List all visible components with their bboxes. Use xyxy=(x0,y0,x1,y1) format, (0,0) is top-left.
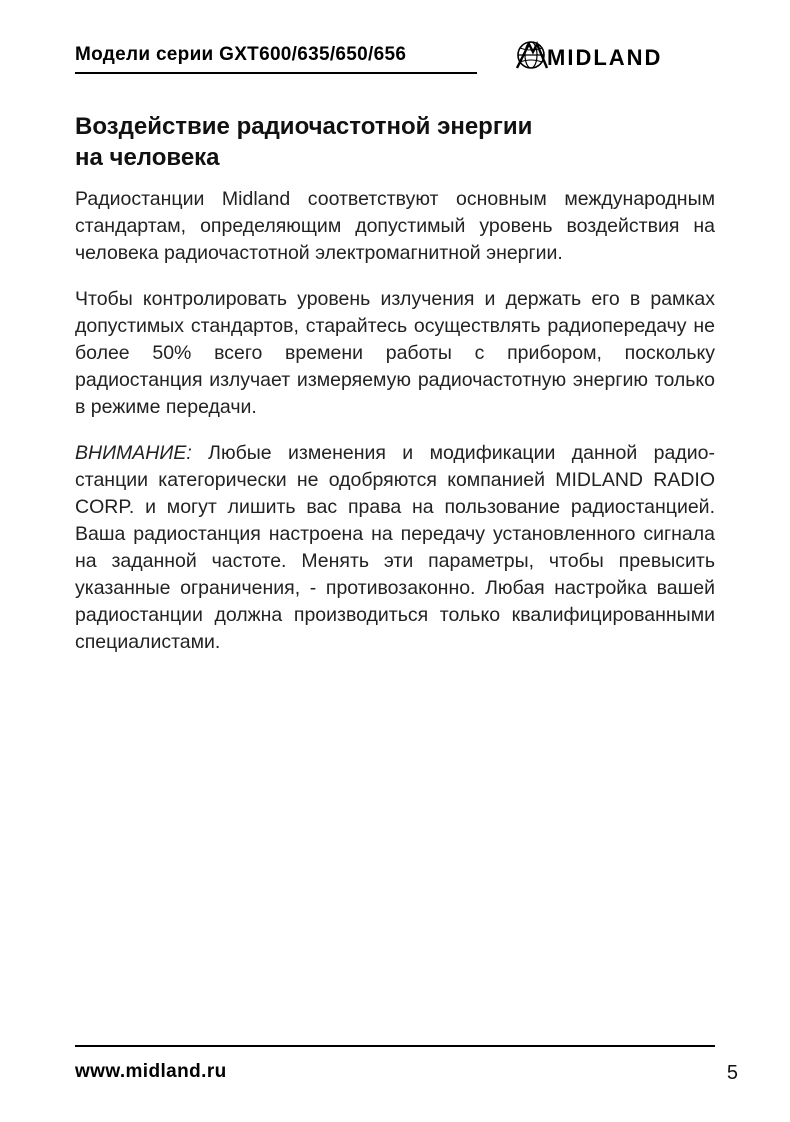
paragraph-exposure: Чтобы контролировать уровень излучения и держать его в рамках допустимых стандартов, старайтесь осуществлять радиопередачу не более 50% всего времени работы с прибором, поскольку радиостанция излучает измеряемую радиочастотную энергию только в режиме передачи. xyxy=(75,288,715,418)
paragraph-warning xyxy=(75,440,715,656)
body-text xyxy=(75,186,715,675)
header-title: Модели серии GXT600/635/650/656 xyxy=(75,44,407,65)
heading-line-1: Воздействие радиочастотной энергии xyxy=(75,113,533,140)
page-header xyxy=(75,38,715,78)
section-heading xyxy=(75,111,715,173)
footer-url: www.midland.ru xyxy=(75,1061,227,1082)
heading-line-2: на человека xyxy=(75,144,220,171)
midland-logo xyxy=(515,38,715,72)
footer-divider xyxy=(75,1045,715,1047)
globe-icon xyxy=(515,38,549,72)
header-divider xyxy=(75,72,477,74)
warning-label: ВНИМАНИЕ: xyxy=(75,442,192,464)
page-number: 5 xyxy=(726,1062,738,1084)
warning-text: Любые изменения и модификации данной радиостанции категорически не одобряются компанией MIDLAND RADIO CORP. и могут лишить вас права на пользование радиостанцией. Ваша радиостанция настроена на передачу установленного сигнала на заданной частоте. Менять эти параметры, чтобы превысить указанные ограничения, - противозаконно. Любая настройка вашей радиостанции должна производиться только квалифицированными специалистами. xyxy=(75,442,715,653)
logo-wordmark: MIDLAND xyxy=(547,45,663,70)
paragraph-compliance: Радиостанции Midland соответствуют основным международным стандартам, определяющим допустимый уровень воздействия на человека радиочастотной электромагнитной энергии. xyxy=(75,188,715,264)
